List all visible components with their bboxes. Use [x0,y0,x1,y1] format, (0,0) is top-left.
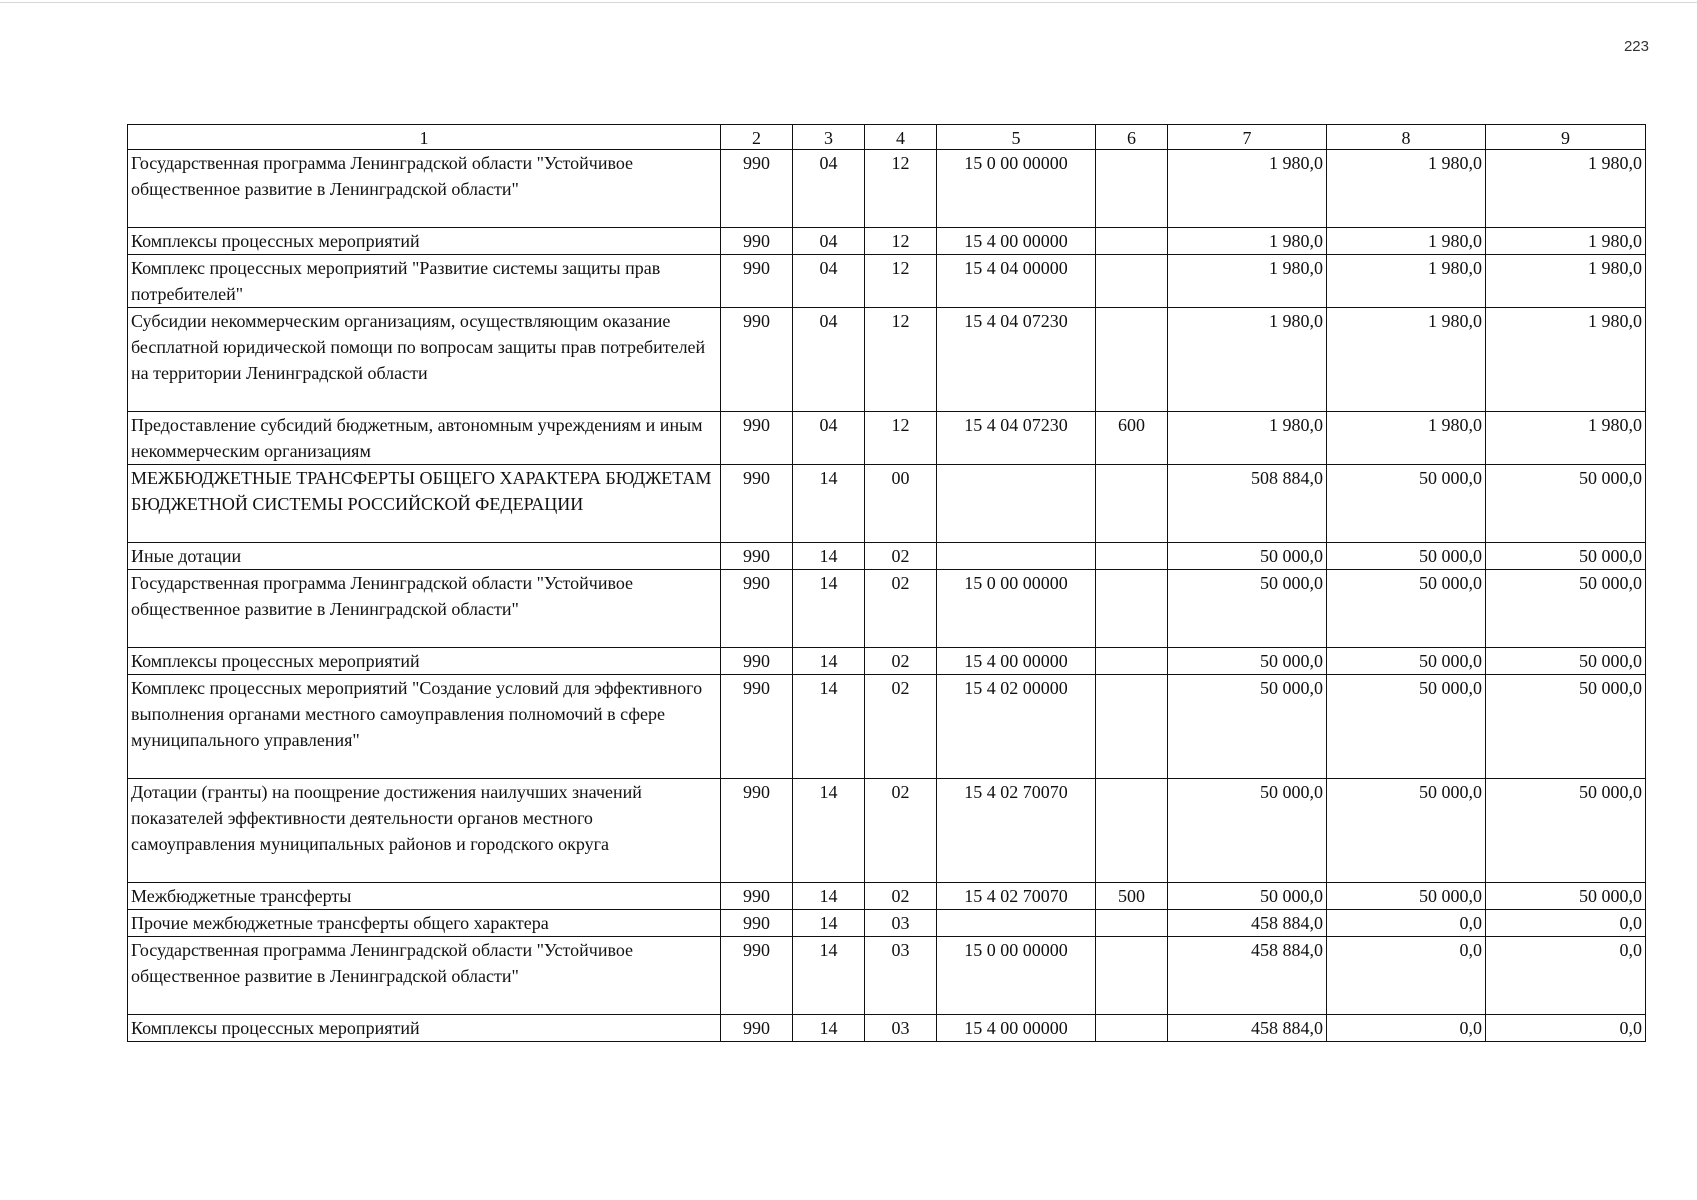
section-code: 14 [793,648,865,675]
amount-col-9: 50 000,0 [1486,675,1646,779]
section-code: 04 [793,255,865,308]
column-header: 9 [1486,125,1646,150]
table-row [128,1015,1646,1042]
subsection-code: 02 [865,675,937,779]
expense-type-code [1096,228,1168,255]
amount-col-7: 50 000,0 [1168,675,1327,779]
column-header: 3 [793,125,865,150]
amount-col-8: 1 980,0 [1327,150,1486,228]
ministry-code: 990 [721,648,793,675]
table-row [128,910,1646,937]
amount-col-7: 458 884,0 [1168,937,1327,1015]
amount-col-9: 50 000,0 [1486,570,1646,648]
amount-col-8: 50 000,0 [1327,675,1486,779]
section-code: 14 [793,910,865,937]
amount-col-9: 1 980,0 [1486,150,1646,228]
table-header [128,125,1646,150]
column-number-row [128,125,1646,150]
item-name: Государственная программа Ленинградской области "Устойчивое общественное развитие в Ленинградской области" [128,937,721,1015]
column-header: 5 [937,125,1096,150]
amount-col-9: 50 000,0 [1486,543,1646,570]
ministry-code: 990 [721,910,793,937]
expense-type-code [1096,937,1168,1015]
amount-col-9: 50 000,0 [1486,779,1646,883]
item-name: Комплекс процессных мероприятий "Развитие системы защиты прав потребителей" [128,255,721,308]
target-article-code: 15 4 00 00000 [937,1015,1096,1042]
section-code: 04 [793,150,865,228]
amount-col-9: 1 980,0 [1486,412,1646,465]
amount-col-7: 1 980,0 [1168,150,1327,228]
amount-col-9: 0,0 [1486,937,1646,1015]
ministry-code: 990 [721,1015,793,1042]
amount-col-9: 0,0 [1486,910,1646,937]
subsection-code: 00 [865,465,937,543]
ministry-code: 990 [721,543,793,570]
amount-col-8: 1 980,0 [1327,308,1486,412]
target-article-code: 15 4 04 00000 [937,255,1096,308]
ministry-code: 990 [721,150,793,228]
table-row [128,150,1646,228]
section-code: 14 [793,937,865,1015]
column-header: 2 [721,125,793,150]
subsection-code: 02 [865,648,937,675]
table-row [128,228,1646,255]
section-code: 04 [793,308,865,412]
table-row [128,883,1646,910]
column-header: 6 [1096,125,1168,150]
expense-type-code [1096,675,1168,779]
table-row [128,308,1646,412]
amount-col-8: 0,0 [1327,1015,1486,1042]
column-header: 1 [128,125,721,150]
expense-type-code [1096,255,1168,308]
amount-col-8: 1 980,0 [1327,255,1486,308]
subsection-code: 02 [865,543,937,570]
amount-col-8: 50 000,0 [1327,543,1486,570]
target-article-code: 15 4 02 00000 [937,675,1096,779]
amount-col-7: 50 000,0 [1168,543,1327,570]
section-code: 14 [793,675,865,779]
amount-col-8: 50 000,0 [1327,779,1486,883]
ministry-code: 990 [721,465,793,543]
target-article-code [937,543,1096,570]
section-code: 14 [793,779,865,883]
section-code: 04 [793,412,865,465]
expense-type-code: 600 [1096,412,1168,465]
target-article-code: 15 0 00 00000 [937,570,1096,648]
ministry-code: 990 [721,308,793,412]
top-rule [0,2,1697,3]
subsection-code: 12 [865,255,937,308]
subsection-code: 12 [865,228,937,255]
item-name: Государственная программа Ленинградской области "Устойчивое общественное развитие в Ленинградской области" [128,150,721,228]
ministry-code: 990 [721,255,793,308]
ministry-code: 990 [721,228,793,255]
item-name: Предоставление субсидий бюджетным, автономным учреждениям и иным некоммерческим организациям [128,412,721,465]
amount-col-8: 50 000,0 [1327,570,1486,648]
amount-col-7: 1 980,0 [1168,228,1327,255]
target-article-code: 15 4 02 70070 [937,779,1096,883]
amount-col-8: 50 000,0 [1327,883,1486,910]
target-article-code [937,910,1096,937]
item-name: МЕЖБЮДЖЕТНЫЕ ТРАНСФЕРТЫ ОБЩЕГО ХАРАКТЕРА БЮДЖЕТАМ БЮДЖЕТНОЙ СИСТЕМЫ РОССИЙСКОЙ ФЕДЕРАЦИИ [128,465,721,543]
amount-col-7: 50 000,0 [1168,779,1327,883]
amount-col-9: 1 980,0 [1486,308,1646,412]
expense-type-code [1096,150,1168,228]
subsection-code: 12 [865,412,937,465]
target-article-code: 15 4 02 70070 [937,883,1096,910]
subsection-code: 02 [865,883,937,910]
table-row [128,543,1646,570]
ministry-code: 990 [721,779,793,883]
amount-col-8: 1 980,0 [1327,228,1486,255]
amount-col-8: 50 000,0 [1327,648,1486,675]
expense-type-code [1096,570,1168,648]
subsection-code: 02 [865,779,937,883]
target-article-code: 15 0 00 00000 [937,150,1096,228]
table-row [128,648,1646,675]
expense-type-code [1096,308,1168,412]
amount-col-7: 458 884,0 [1168,1015,1327,1042]
amount-col-7: 458 884,0 [1168,910,1327,937]
amount-col-8: 0,0 [1327,937,1486,1015]
expense-type-code [1096,1015,1168,1042]
expense-type-code [1096,543,1168,570]
section-code: 14 [793,543,865,570]
target-article-code: 15 4 00 00000 [937,648,1096,675]
column-header: 8 [1327,125,1486,150]
item-name: Субсидии некоммерческим организациям, осуществляющим оказание бесплатной юридической помощи по вопросам защиты прав потребителей на территории Ленинградской области [128,308,721,412]
table-row [128,412,1646,465]
expense-type-code [1096,779,1168,883]
amount-col-8: 1 980,0 [1327,412,1486,465]
item-name: Прочие межбюджетные трансферты общего характера [128,910,721,937]
ministry-code: 990 [721,883,793,910]
target-article-code: 15 0 00 00000 [937,937,1096,1015]
section-code: 14 [793,570,865,648]
subsection-code: 12 [865,150,937,228]
amount-col-7: 1 980,0 [1168,308,1327,412]
table-row [128,675,1646,779]
page-number: 223 [1623,38,1649,55]
amount-col-7: 50 000,0 [1168,570,1327,648]
amount-col-8: 0,0 [1327,910,1486,937]
section-code: 04 [793,228,865,255]
column-header: 7 [1168,125,1327,150]
section-code: 14 [793,1015,865,1042]
amount-col-7: 1 980,0 [1168,255,1327,308]
amount-col-7: 1 980,0 [1168,412,1327,465]
amount-col-9: 1 980,0 [1486,228,1646,255]
ministry-code: 990 [721,937,793,1015]
amount-col-9: 0,0 [1486,1015,1646,1042]
ministry-code: 990 [721,570,793,648]
item-name: Иные дотации [128,543,721,570]
expense-type-code: 500 [1096,883,1168,910]
subsection-code: 12 [865,308,937,412]
amount-col-9: 1 980,0 [1486,255,1646,308]
item-name: Комплексы процессных мероприятий [128,648,721,675]
table-row [128,465,1646,543]
item-name: Комплексы процессных мероприятий [128,1015,721,1042]
amount-col-9: 50 000,0 [1486,465,1646,543]
expense-type-code [1096,465,1168,543]
table-row [128,255,1646,308]
table-body [128,150,1646,1042]
subsection-code: 03 [865,910,937,937]
amount-col-7: 50 000,0 [1168,648,1327,675]
item-name: Государственная программа Ленинградской области "Устойчивое общественное развитие в Ленинградской области" [128,570,721,648]
subsection-code: 03 [865,1015,937,1042]
expense-type-code [1096,910,1168,937]
expense-type-code [1096,648,1168,675]
target-article-code: 15 4 00 00000 [937,228,1096,255]
target-article-code: 15 4 04 07230 [937,412,1096,465]
budget-table [127,124,1646,1042]
table-row [128,570,1646,648]
ministry-code: 990 [721,675,793,779]
item-name: Межбюджетные трансферты [128,883,721,910]
section-code: 14 [793,465,865,543]
item-name: Комплексы процессных мероприятий [128,228,721,255]
column-header: 4 [865,125,937,150]
amount-col-7: 508 884,0 [1168,465,1327,543]
amount-col-9: 50 000,0 [1486,883,1646,910]
amount-col-8: 50 000,0 [1327,465,1486,543]
amount-col-9: 50 000,0 [1486,648,1646,675]
amount-col-7: 50 000,0 [1168,883,1327,910]
item-name: Комплекс процессных мероприятий "Создание условий для эффективного выполнения органами местного самоуправления полномочий в сфере муниципального управления" [128,675,721,779]
subsection-code: 02 [865,570,937,648]
target-article-code: 15 4 04 07230 [937,308,1096,412]
table-row [128,937,1646,1015]
target-article-code [937,465,1096,543]
table-row [128,779,1646,883]
subsection-code: 03 [865,937,937,1015]
ministry-code: 990 [721,412,793,465]
section-code: 14 [793,883,865,910]
item-name: Дотации (гранты) на поощрение достижения наилучших значений показателей эффективности деятельности органов местного самоуправления муниципальных районов и городского округа [128,779,721,883]
